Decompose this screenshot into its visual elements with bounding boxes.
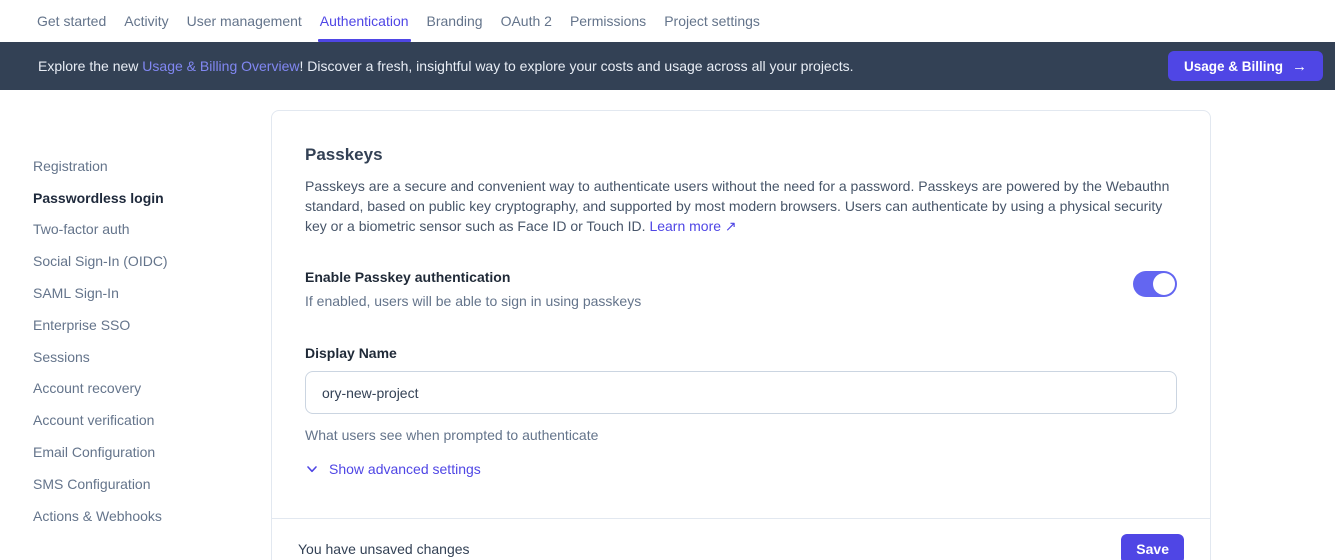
sidebar-item-account-recovery[interactable]: Account recovery: [33, 380, 142, 397]
sidebar-item-saml-sign-in[interactable]: SAML Sign-In: [33, 285, 119, 302]
learn-more-link[interactable]: [649, 218, 736, 234]
nav-tab-permissions[interactable]: Permissions: [569, 13, 647, 29]
arrow-right-icon: →: [1292, 57, 1307, 75]
banner-text-after: ! Discover a fresh, insightful way to explore your costs and usage across all your projects.: [299, 58, 854, 74]
nav-tab-branding[interactable]: Branding: [426, 13, 483, 29]
display-name-input[interactable]: [305, 371, 1177, 414]
banner-text-before: Explore the new: [38, 58, 143, 74]
enable-passkey-row: [305, 267, 1177, 311]
sidebar-item-registration[interactable]: Registration: [33, 157, 108, 174]
passkey-toggle[interactable]: [1133, 271, 1177, 297]
top-navigation: [0, 0, 1335, 42]
sidebar-item-actions-webhooks[interactable]: Actions & Webhooks: [33, 507, 162, 524]
save-button[interactable]: Save: [1121, 534, 1184, 560]
sidebar-item-social-sign-in-oidc[interactable]: Social Sign-In (OIDC): [33, 253, 168, 270]
enable-passkey-help: If enabled, users will be able to sign in using passkeys: [305, 293, 642, 309]
display-name-label: Display Name: [305, 345, 397, 361]
show-advanced-settings-link[interactable]: [305, 461, 481, 477]
usage-billing-button[interactable]: [1168, 51, 1323, 81]
enable-passkey-label: Enable Passkey authentication: [305, 269, 511, 285]
unsaved-changes-status: You have unsaved changes: [298, 541, 470, 557]
sidebar-item-enterprise-sso[interactable]: Enterprise SSO: [33, 316, 131, 333]
display-name-help: What users see when prompted to authenticate: [305, 427, 599, 443]
nav-tab-authentication[interactable]: Authentication: [320, 0, 409, 42]
enable-passkey-text: [305, 267, 641, 311]
nav-tab-get-started[interactable]: Get started: [37, 13, 107, 29]
nav-tab-oauth2[interactable]: OAuth 2: [500, 13, 552, 29]
learn-more-label: Learn more: [649, 218, 722, 234]
toggle-knob: [1153, 273, 1175, 295]
sidebar-item-email-configuration[interactable]: Email Configuration: [33, 444, 156, 461]
external-link-icon: ↗: [724, 218, 737, 234]
usage-billing-banner: [0, 42, 1335, 90]
sidebar-item-sms-configuration[interactable]: SMS Configuration: [33, 475, 151, 492]
usage-billing-button-label: Usage & Billing: [1183, 58, 1283, 74]
nav-tab-activity[interactable]: Activity: [124, 13, 169, 29]
passkeys-description-text: Passkeys are a secure and convenient way to authenticate users without the need for a password. Passkeys are powered by the Webauthn standard, based on public key cryptography, and supported by most modern browsers. Users can authenticate by using a physical security key or a biometric sensor such as Face ID or Touch ID.: [305, 178, 1170, 234]
banner-overview-link[interactable]: Usage & Billing Overview: [142, 58, 300, 74]
passkeys-description: [305, 176, 1177, 236]
nav-tab-user-management[interactable]: User management: [186, 13, 302, 29]
nav-tab-project-settings[interactable]: Project settings: [664, 13, 760, 29]
unsaved-changes-bar: [272, 518, 1210, 560]
chevron-down-icon: [305, 462, 319, 476]
sidebar-item-two-factor-auth[interactable]: Two-factor auth: [33, 221, 130, 238]
sidebar-item-account-verification[interactable]: Account verification: [33, 412, 155, 429]
banner-message: [38, 58, 1168, 74]
settings-sidebar: [33, 150, 258, 532]
passkeys-settings-card: [271, 110, 1211, 560]
sidebar-item-passwordless-login[interactable]: Passwordless login: [33, 189, 164, 206]
page-title: Passkeys: [305, 145, 383, 164]
show-advanced-settings-label: Show advanced settings: [329, 461, 481, 477]
sidebar-item-sessions[interactable]: Sessions: [33, 348, 90, 365]
